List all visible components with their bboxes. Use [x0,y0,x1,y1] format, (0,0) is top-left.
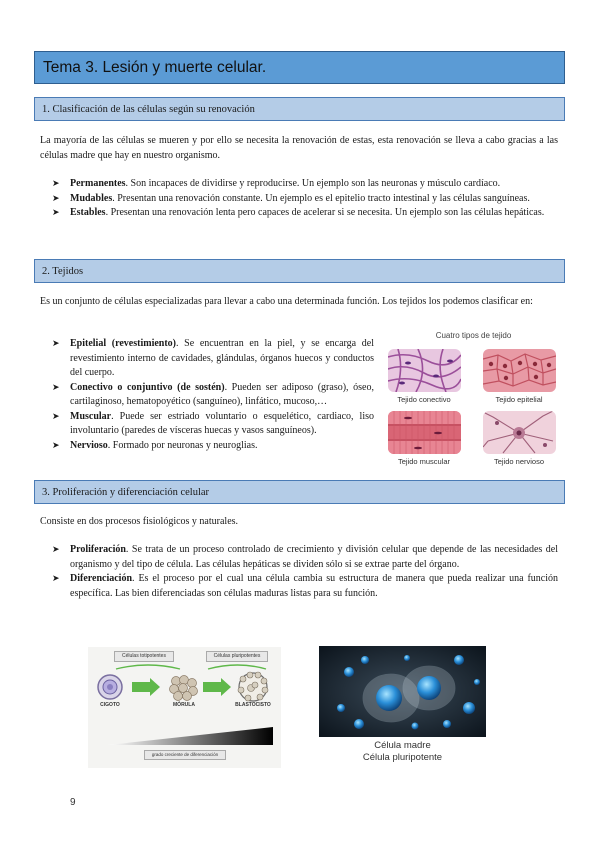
arrow-bullet-icon: ➤ [52,179,60,189]
gradient-label: grado creciente de diferenciación [144,750,226,760]
stem-cell-photo [319,646,486,737]
muscular-tissue-image [388,411,461,454]
tissue-types-figure [386,331,561,471]
section-1-heading: 1. Clasificación de las células según su renovación [34,97,565,121]
section-3-heading: 3. Proliferación y diferenciación celular [34,480,565,504]
differentiation-diagram [88,647,281,768]
arrow-bullet-icon: ➤ [52,411,60,422]
epithelial-tissue-image [483,349,556,392]
list-item: ➤ Epitelial (revestimiento). Se encuentran en la piel, y se encarga del revestimiento interno de cavidades, glándulas, órganos huecos y conductos del cuerpo. [52,338,374,378]
list-item: ➤ Permanentes. Son incapaces de dividirse y reproducirse. Un ejemplo son las neuronas y músculo cardíaco. [46,177,558,192]
caption-epithelial: Tejido epitelial [495,395,543,404]
section-2-intro: Es un conjunto de células especializadas para llevar a cabo una determinada función. Los tejidos los podemos clasificar en: [40,296,533,307]
totipotent-label: Células totipotentes [114,651,174,662]
stem-cell-caption [319,740,486,764]
list-item: ➤ Mudables. Presentan una renovación constante. Un ejemplo es el epitelio tracto intestinal y las células sanguíneas. [46,192,558,207]
list-item: ➤ Proliferación. Se trata de un proceso controlado de crecimiento y división celular que depende de las necesidades del organismo y del tipo de célula. Las células hepáticas se dividen sólo si se extrae parte del órgano. [52,544,558,570]
pluripotent-label: Células pluripotentes [206,651,268,662]
nervous-tissue-image [483,411,556,454]
section-3-list [46,543,558,601]
stage-morula-label: MÓRULA [173,702,195,708]
list-item: ➤ Muscular. Puede ser estriado voluntario o esquelético, cardiaco, liso involuntario (paredes de vísceras huecas y vasos sanguíneos). [52,410,374,436]
section-1-intro: La mayoría de las células se mueren y por ello se necesita la renovación de estas, esta renovación se lleva a cabo gracias a las células madre que hay en nuestro organismo. [40,135,558,161]
arrow-bullet-icon: ➤ [52,208,60,218]
connective-tissue-image [388,349,461,392]
document-title: Tema 3. Lesión y muerte celular. [34,51,565,84]
stages-illustration [88,663,281,733]
arrow-bullet-icon: ➤ [52,440,60,451]
arrow-bullet-icon: ➤ [52,193,60,204]
caption-line-2: Célula pluripotente [362,752,443,763]
caption-nervous: Tejido nervioso [493,457,545,466]
list-item: ➤ Diferenciación. Es el proceso por el cual una célula cambia su estructura de manera que pueda realizar una función específica. Las bien diferenciadas son células maduras listas para su función. [52,573,558,599]
list-item: ➤ Estables. Presentan una renovación lenta pero capaces de acelerar si se necesita. Un ejemplo son las células hepáticas. [46,206,558,221]
differentiation-gradient [88,725,281,747]
section-1-list [46,177,558,221]
section-2-list [46,337,374,453]
section-2-heading: 2. Tejidos [34,259,565,283]
caption-muscular: Tejido muscular [397,457,451,466]
arrow-bullet-icon: ➤ [52,339,60,349]
arrow-bullet-icon: ➤ [52,545,60,555]
list-item: ➤ Conectivo o conjuntivo (de sostén). Pueden ser adiposo (graso), óseo, cartilaginoso, hematopoyético (sanguíneo), linfático, mucoso,… [52,381,374,407]
caption-line-1: Célula madre [374,740,431,751]
page-number: 9 [70,797,76,808]
caption-connective: Tejido conectivo [397,395,451,404]
list-item: ➤ Nervioso. Formado por neuronas y neuroglias. [46,439,374,454]
arrow-bullet-icon: ➤ [52,574,60,584]
arrow-bullet-icon: ➤ [52,382,60,393]
stage-blastocisto-label: BLASTOCISTO [235,702,271,708]
figure-title: Cuatro tipos de tejido [435,331,512,340]
stage-cigoto-label: CIGOTO [100,702,120,708]
section-3-intro: Consiste en dos procesos fisiológicos y naturales. [40,516,239,527]
